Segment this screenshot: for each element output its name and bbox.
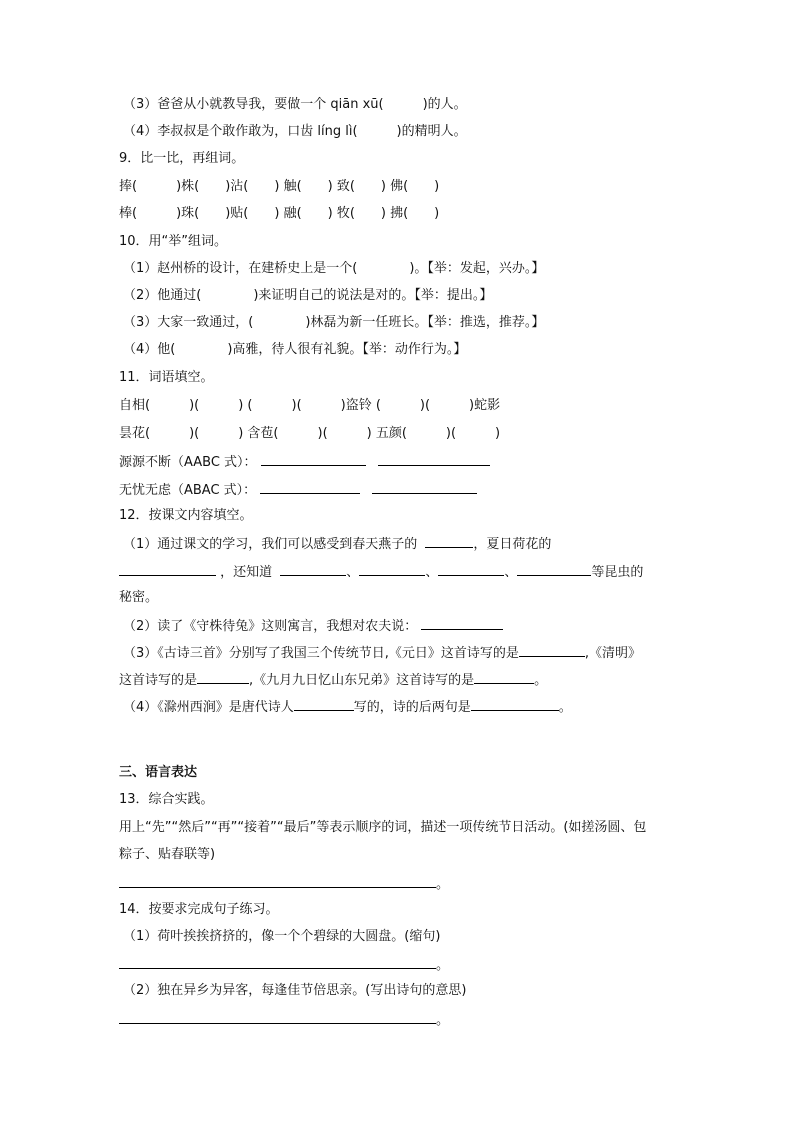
q14-item-1: （1）荷叶挨挨挤挤的，像一个个碧绿的大圆盘。(缩句)	[123, 929, 441, 944]
q12-item-1-text-b: ，夏日荷花的	[473, 537, 552, 552]
q13-prompt-line-2: 粽子、贴春联等)	[119, 847, 216, 862]
section-3-heading: 三、语言表达	[119, 765, 198, 780]
q12-heading: 12．按课文内容填空。	[119, 508, 253, 523]
q11-abac-line	[119, 479, 477, 501]
q12-item-1-line-3: 秘密。	[119, 590, 159, 605]
q11-abac-blank-1[interactable]	[260, 479, 360, 494]
q11-aabc-blank-1[interactable]	[261, 451, 366, 466]
q9-row-1: 捧( )株( )沾( ) 触( ) 致( ) 佛( )	[119, 179, 440, 194]
q12-sep-1: 、	[346, 565, 360, 580]
q12-insect-blank-1[interactable]	[280, 561, 346, 576]
q11-aabc-line	[119, 451, 490, 473]
q12-item-1-line-2	[119, 561, 643, 583]
q14-item-1-blank[interactable]	[119, 954, 436, 969]
q9-row-2: 棒( )珠( )贴( ) 融( ) 牧( ) 拂( )	[119, 206, 440, 221]
q8-item-3: （3）爸爸从小就教导我，要做一个 qiān xū( )的人。	[123, 97, 467, 112]
q13-answer-end: 。	[436, 877, 450, 892]
q12-item-4-text-b: 写的，诗的后两句是	[353, 700, 471, 715]
q9-heading: 9．比一比，再组词。	[119, 151, 245, 166]
q12-item-1-text-d: 等昆虫的	[591, 565, 644, 580]
q10-item-4: （4）他( )高雅，待人很有礼貌。【举：动作行为。】	[123, 342, 467, 357]
q10-item-1: （1）赵州桥的设计，在建桥史上是一个( )。【举：发起，兴办。】	[123, 261, 545, 276]
q12-item-1-line-1	[123, 533, 551, 555]
q8-item-4: （4）李叔叔是个敢作敢为，口齿 líng lì( )的精明人。	[123, 124, 467, 139]
q12-insect-blank-3[interactable]	[438, 561, 504, 576]
q14-item-2-end: 。	[436, 1013, 450, 1028]
q10-heading: 10．用“举”组词。	[119, 234, 228, 249]
q12-poet-blank[interactable]	[294, 696, 354, 711]
q14-item-1-end: 。	[436, 958, 450, 973]
q12-yuanri-blank[interactable]	[519, 642, 585, 657]
q12-item-4-end: 。	[558, 700, 572, 715]
q10-item-2: （2）他通过( )来证明自己的说法是对的。【举：提出。】	[123, 288, 493, 303]
q12-item-3-text-c: 这首诗写的是	[119, 673, 198, 688]
q14-item-2-blank[interactable]	[119, 1009, 436, 1024]
q10-item-3: （3）大家一致通过，( )林磊为新一任班长。【举：推选，推荐。】	[123, 315, 545, 330]
q12-sep-3: 、	[504, 565, 518, 580]
q11-heading: 11．词语填空。	[119, 370, 214, 385]
q13-heading: 13．综合实践。	[119, 792, 214, 807]
q12-item-1-text-a: （1）通过课文的学习，我们可以感受到春天燕子的	[123, 537, 418, 552]
q12-farmer-blank[interactable]	[421, 615, 503, 630]
q12-lotus-blank[interactable]	[119, 561, 216, 576]
q14-item-2: （2）独在异乡为异客，每逢佳节倍思亲。(写出诗句的意思)	[123, 983, 467, 998]
q14-item-2-answer-line	[119, 1009, 449, 1031]
q11-abac-label: 无忧无虑（ABAC 式）：	[119, 483, 257, 498]
q13-prompt-line-1: 用上“先”“然后”“再”“接着”“最后”等表示顺序的词，描述一项传统节日活动。(如搓汤圆、包	[119, 820, 647, 835]
q13-answer-blank[interactable]	[119, 873, 436, 888]
q12-insect-blank-2[interactable]	[359, 561, 425, 576]
q11-aabc-label: 源源不断（AABC 式）：	[119, 455, 257, 470]
q13-answer-line	[119, 873, 449, 895]
q12-item-3-text-b: ,《清明》	[584, 646, 642, 661]
q14-item-1-answer-line	[119, 954, 449, 976]
q11-abac-blank-2[interactable]	[372, 479, 477, 494]
q12-item-2-text: （2）读了《守株待兔》这则寓言，我想对农夫说：	[123, 619, 418, 634]
q12-qingming-blank[interactable]	[197, 669, 249, 684]
q12-item-3-text-d: ,《九月九日忆山东兄弟》这首诗写的是	[249, 673, 475, 688]
q12-chongyang-blank[interactable]	[474, 669, 534, 684]
q12-item-2	[123, 615, 503, 637]
q12-swallow-blank[interactable]	[425, 533, 473, 548]
q12-item-4	[123, 696, 572, 718]
q11-row-1: 自相( )( ) ( )( )盗铃 ( )( )蛇影	[119, 398, 501, 413]
q12-item-3-line-2	[119, 669, 547, 691]
q12-sep-2: 、	[425, 565, 439, 580]
q12-item-4-text-a: （4）《滁州西涧》是唐代诗人	[123, 700, 294, 715]
q14-heading: 14．按要求完成句子练习。	[119, 902, 279, 917]
q12-item-3-line-1	[123, 642, 641, 664]
q12-item-3-end: 。	[534, 673, 548, 688]
q12-insect-blank-4[interactable]	[517, 561, 591, 576]
q12-poem-lines-blank[interactable]	[471, 696, 559, 711]
q11-row-2: 昙花( )( ) 含苞( )( ) 五颜( )( )	[119, 426, 501, 441]
q11-aabc-blank-2[interactable]	[378, 451, 490, 466]
q12-item-1-text-c: ，还知道	[220, 565, 273, 580]
q12-item-3-text-a: （3）《古诗三首》分别写了我国三个传统节日,《元日》这首诗写的是	[123, 646, 519, 661]
